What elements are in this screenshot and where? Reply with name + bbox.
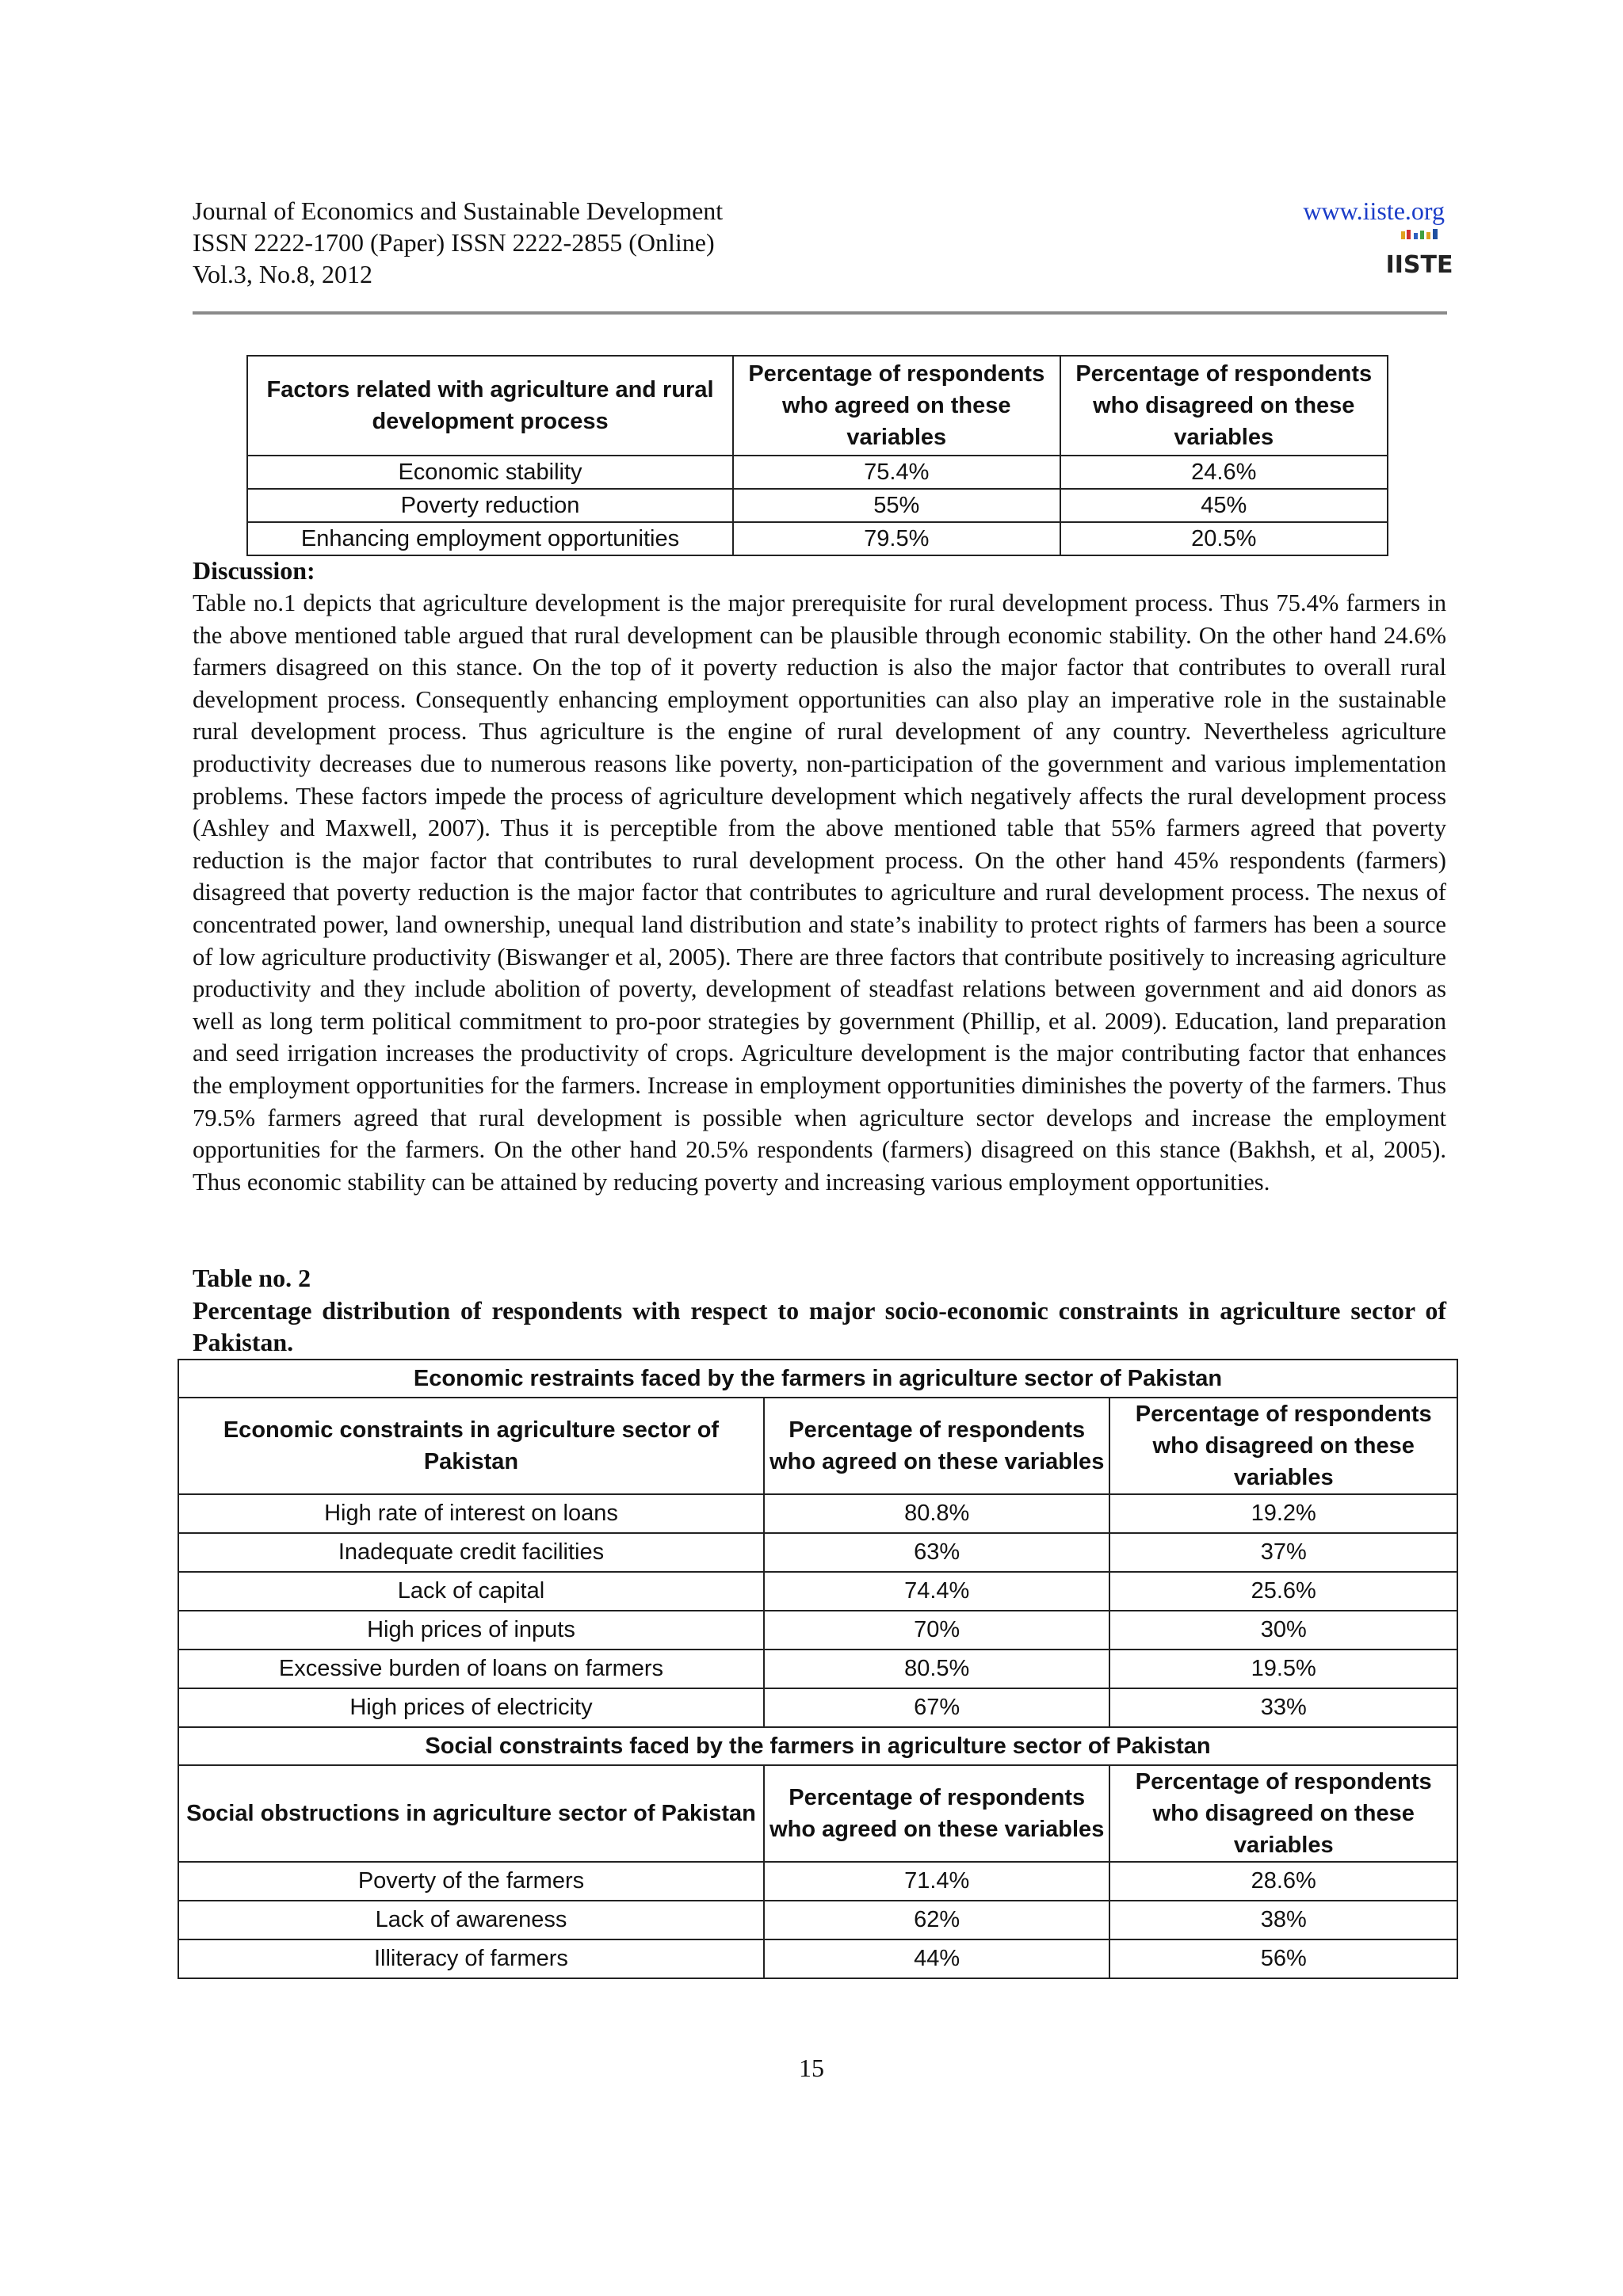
table-cell: 19.5%	[1109, 1650, 1457, 1688]
constraints-table	[178, 1359, 1458, 1979]
table-cell: 19.2%	[1109, 1494, 1457, 1533]
table-row	[178, 1533, 1457, 1572]
table-header-row	[178, 1398, 1457, 1494]
table-cell: 37%	[1109, 1533, 1457, 1572]
table-header-cell: Percentage of respondents who disagreed on these variables	[1109, 1398, 1457, 1494]
table-row	[178, 1939, 1457, 1978]
table-cell: High prices of electricity	[178, 1688, 764, 1727]
table-cell: Poverty reduction	[247, 489, 733, 522]
factors-table	[246, 355, 1388, 556]
table-header-cell: Percentage of respondents who disagreed on these variables	[1109, 1765, 1457, 1862]
table-cell: 38%	[1109, 1901, 1457, 1939]
table2-label: Table no. 2	[193, 1264, 311, 1292]
table-header-cell: Social obstructions in agriculture sector of Pakistan	[178, 1765, 764, 1862]
social-section-title: Social constraints faced by the farmers in agriculture sector of Pakistan	[178, 1727, 1457, 1765]
table-cell: 71.4%	[764, 1862, 1110, 1901]
table-header-cell: Factors related with agriculture and rural development process	[247, 356, 733, 456]
table-cell: 55%	[733, 489, 1060, 522]
table-cell: Lack of awareness	[178, 1901, 764, 1939]
table-cell: 45%	[1060, 489, 1388, 522]
discussion-paragraph: Table no.1 depicts that agriculture development is the major prerequisite for rural development process. Thus 75.4% farmers in the above mentioned table argued that rural development can be plausible through economic stability. On the other hand 24.6% farmers disagreed on this stance. On the top of it poverty reduction is also the major factor that contributes to overall rural development process. Consequently enhancing employment opportunities can also play an imperative role in the sustainable rural development process. Thus agriculture is the engine of rural development of any country. Nevertheless agriculture productivity decreases due to numerous reasons like poverty, non-participation of the government and various implementation problems. These factors impede the process of agriculture development which negatively affects the rural development process (Ashley and Maxwell, 2007). Thus it is perceptible from the above mentioned table that 55% farmers agreed that poverty reduction is the major factor that contributes to rural development process. On the other hand 45% respondents (farmers) disagreed that poverty reduction is the major factor that contributes to agriculture and rural development process. The nexus of concentrated power, land ownership, unequal land distribution and state’s inability to protect rights of farmers has been a source of low agriculture productivity (Biswanger et al, 2005). There are three factors that contribute positively to increasing agriculture productivity and they include abolition of poverty, development of steadfast relations between government and aid donors as well as long term political commitment to pro-poor strategies by government (Phillip, et al. 2009). Education, land preparation and seed irrigation increases the productivity of crops. Agriculture development is the major contributing factor that enhances the employment opportunities for the farmers. Increase in employment opportunities diminishes the poverty of the farmers. Thus 79.5% farmers agreed that rural development is possible when agriculture sector develops and increase the employment opportunities for the farmers. On the other hand 20.5% respondents (farmers) disagreed on this stance (Bakhsh, et al, 2005). Thus economic stability can be attained by reducing poverty and increasing various employment opportunities.	[193, 589, 1446, 1196]
table-header-cell: Percentage of respondents who agreed on these variables	[764, 1398, 1110, 1494]
table-cell: 80.8%	[764, 1494, 1110, 1533]
table-cell: 24.6%	[1060, 456, 1388, 489]
svg-text:IISTE: IISTE	[1385, 251, 1453, 279]
table-row	[178, 1572, 1457, 1611]
table-cell: Illiteracy of farmers	[178, 1939, 764, 1978]
table-cell: Inadequate credit facilities	[178, 1533, 764, 1572]
header-divider	[193, 311, 1447, 315]
table-row	[178, 1901, 1457, 1939]
table-cell: High prices of inputs	[178, 1611, 764, 1650]
table-cell: 75.4%	[733, 456, 1060, 489]
table-section-title-row	[178, 1727, 1457, 1765]
journal-issn: ISSN 2222-1700 (Paper) ISSN 2222-2855 (Online)	[193, 228, 715, 257]
table-cell: 20.5%	[1060, 522, 1388, 555]
table-row	[178, 1611, 1457, 1650]
table-header-cell: Percentage of respondents who disagreed on these variables	[1060, 356, 1388, 456]
table-row	[178, 1650, 1457, 1688]
table-cell: 25.6%	[1109, 1572, 1457, 1611]
table-row	[247, 489, 1388, 522]
table-section-title-row	[178, 1360, 1457, 1398]
table-cell: 44%	[764, 1939, 1110, 1978]
table-cell: 33%	[1109, 1688, 1457, 1727]
table-row	[178, 1862, 1457, 1901]
iiste-logo	[1385, 228, 1453, 280]
table-header-cell: Percentage of respondents who agreed on these variables	[764, 1765, 1110, 1862]
journal-url-link[interactable]: www.iiste.org	[1303, 196, 1445, 225]
table-cell: 79.5%	[733, 522, 1060, 555]
table-cell: High rate of interest on loans	[178, 1494, 764, 1533]
table-cell: 70%	[764, 1611, 1110, 1650]
table-cell: 28.6%	[1109, 1862, 1457, 1901]
table-row	[247, 456, 1388, 489]
table-cell: 67%	[764, 1688, 1110, 1727]
table-cell: Excessive burden of loans on farmers	[178, 1650, 764, 1688]
table-cell: 63%	[764, 1533, 1110, 1572]
table-cell: 56%	[1109, 1939, 1457, 1978]
table-row	[247, 522, 1388, 555]
economic-section-title: Economic restraints faced by the farmers in agriculture sector of Pakistan	[178, 1360, 1457, 1398]
page-number: 15	[799, 2054, 824, 2082]
journal-title: Journal of Economics and Sustainable Development	[193, 196, 724, 225]
table-row	[178, 1688, 1457, 1727]
page-header	[193, 195, 1453, 290]
table-header-row	[247, 356, 1388, 456]
table-cell: Economic stability	[247, 456, 733, 489]
table2-caption: Percentage distribution of respondents with respect to major socio-economic constraints in agriculture sector of Pakistan.	[193, 1296, 1446, 1356]
table-header-row	[178, 1765, 1457, 1862]
table-row	[178, 1494, 1457, 1533]
table-cell: 62%	[764, 1901, 1110, 1939]
table-header-cell: Percentage of respondents who agreed on these variables	[733, 356, 1060, 456]
table-cell: Enhancing employment opportunities	[247, 522, 733, 555]
table-header-cell: Economic constraints in agriculture sector of Pakistan	[178, 1398, 764, 1494]
discussion-heading: Discussion:	[193, 556, 315, 585]
table-cell: 30%	[1109, 1611, 1457, 1650]
journal-volume: Vol.3, No.8, 2012	[193, 260, 372, 288]
table-cell: 74.4%	[764, 1572, 1110, 1611]
table-cell: Lack of capital	[178, 1572, 764, 1611]
table-cell: 80.5%	[764, 1650, 1110, 1688]
table-cell: Poverty of the farmers	[178, 1862, 764, 1901]
